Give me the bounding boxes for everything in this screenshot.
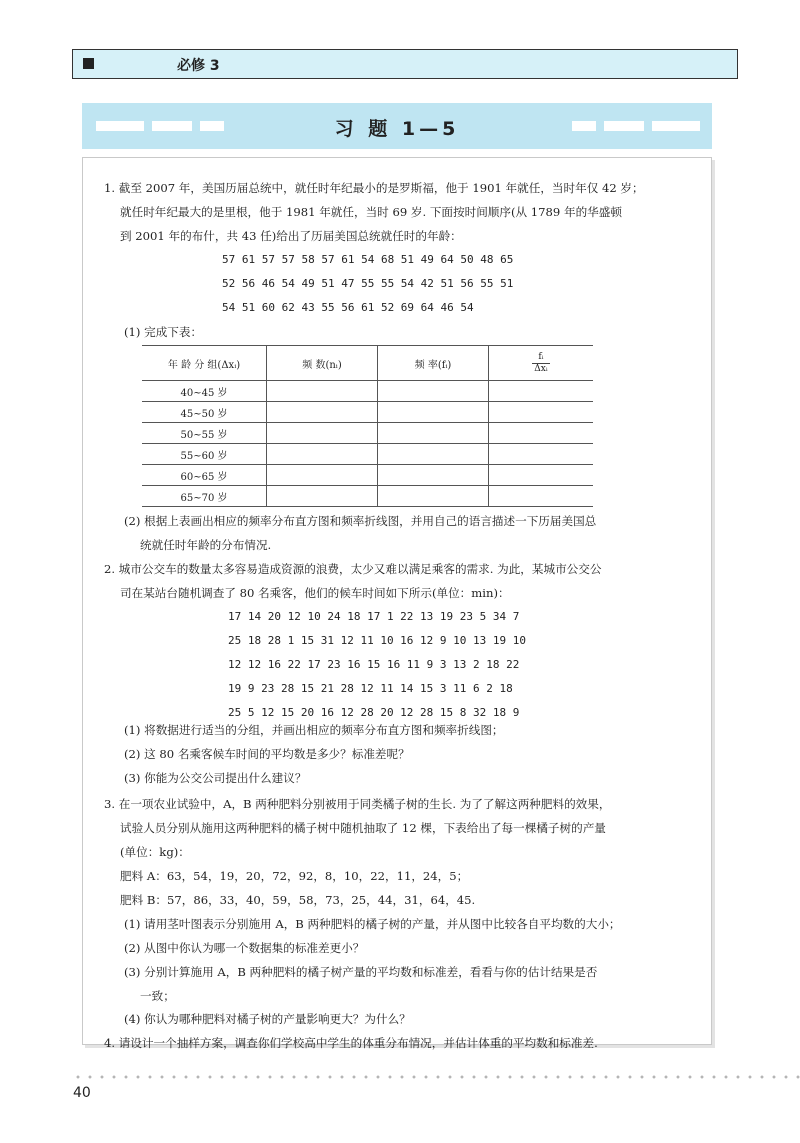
- blank-cell: [267, 465, 378, 486]
- blank-cell: [378, 402, 489, 423]
- q2-data-row: 25 5 12 15 20 16 12 28 20 12 28 15 8 32 18 9: [228, 706, 520, 719]
- q3-text: 3. 在一项农业试验中，A，B 两种肥料分别被用于同类橘子树的生长. 为了了解这两种肥料的效果，: [104, 797, 611, 811]
- age-group-cell: 50~55 岁: [142, 423, 267, 444]
- blank-cell: [267, 381, 378, 402]
- q2-text: 2. 城市公交车的数量太多容易造成资源的浪费，太少又难以满足乘客的需求. 为此，某城市公交公: [104, 562, 602, 576]
- q3-part4: (4) 你认为哪种肥料对橘子树的产量影响更大？为什么？: [124, 1012, 411, 1026]
- table-row: [142, 465, 593, 486]
- table-row: [142, 486, 593, 507]
- q3-text: (单位：kg)：: [120, 845, 190, 859]
- blank-cell: [489, 423, 594, 444]
- blank-cell: [378, 423, 489, 444]
- q3-part1: (1) 请用茎叶图表示分别施用 A，B 两种肥料的橘子树的产量，并从图中比较各自平均数的大小；: [124, 917, 621, 931]
- q3-text: 试验人员分别从施用这两种肥料的橘子树中随机抽取了 12 棵，下表给出了每一棵橘子树的产量: [120, 821, 606, 835]
- fraction-denominator: Δxᵢ: [534, 363, 548, 374]
- q1-text: 就任时年纪最大的是里根，他于 1981 年就任，当时 69 岁. 下面按时间顺序(从 1789 年的华盛顿: [120, 205, 622, 219]
- age-group-cell: 60~65 岁: [142, 465, 267, 486]
- chapter-header: [72, 49, 738, 79]
- exercise-title: 习 题 1—5: [334, 118, 460, 140]
- age-group-cell: 45~50 岁: [142, 402, 267, 423]
- table-row: [142, 423, 593, 444]
- blank-cell: [267, 444, 378, 465]
- q4-text: 4. 请设计一个抽样方案，调查你们学校高中学生的体重分布情况，并估计体重的平均数和标准差.: [104, 1036, 598, 1050]
- q1-part2: 统就任时年龄的分布情况.: [140, 538, 272, 552]
- table-row: [142, 381, 593, 402]
- frequency-table: [142, 345, 593, 507]
- blank-cell: [489, 444, 594, 465]
- table-row: [142, 444, 593, 465]
- col-header-frequency-density: [489, 346, 594, 381]
- blank-cell: [489, 486, 594, 507]
- table-header-row: [142, 346, 593, 381]
- q3-part3: 一致；: [140, 989, 175, 1003]
- q2-part2: (2) 这 80 名乘客候车时间的平均数是多少？标准差呢？: [124, 747, 410, 761]
- q3-part3: (3) 分别计算施用 A，B 两种肥料的橘子树产量的平均数和标准差，看看与你的估计结果是否: [124, 965, 598, 979]
- q2-data-row: 19 9 23 28 15 21 28 12 11 14 15 3 11 6 2 18: [228, 682, 513, 695]
- col-header-age-group: 年 龄 分 组(Δxᵢ): [142, 346, 267, 381]
- header-square-icon: [83, 58, 94, 69]
- q1-text: 到 2001 年的布什，共 43 任)给出了历届美国总统就任时的年龄：: [120, 229, 462, 243]
- blank-cell: [489, 402, 594, 423]
- q2-part3: (3) 你能为公交公司提出什么建议？: [124, 771, 307, 785]
- q2-part1: (1) 将数据进行适当的分组，并画出相应的频率分布直方图和频率折线图；: [124, 723, 504, 737]
- blank-cell: [489, 465, 594, 486]
- col-header-relative-frequency: 频 率(fᵢ): [378, 346, 489, 381]
- q1-data-row: 54 51 60 62 43 55 56 61 52 69 64 46 54: [222, 301, 474, 314]
- q3-fertilizer-b: 肥料 B：57，86，33，40，59，58，73，25，44，31，64，45.: [120, 893, 476, 907]
- q1-part2: (2) 根据上表画出相应的频率分布直方图和频率折线图，并用自己的语言描述一下历届美国总: [124, 514, 597, 528]
- blank-cell: [489, 381, 594, 402]
- exercise-title-bar: [82, 103, 712, 149]
- footer-dotted-divider: [72, 1074, 800, 1080]
- col-header-frequency-count: 频 数(nᵢ): [267, 346, 378, 381]
- table-row: [142, 402, 593, 423]
- age-group-cell: 55~60 岁: [142, 444, 267, 465]
- q1-data-row: 57 61 57 57 58 57 61 54 68 51 49 64 50 48 65: [222, 253, 514, 266]
- fraction: [532, 352, 549, 375]
- q2-data-row: 17 14 20 12 10 24 18 17 1 22 13 19 23 5 34 7: [228, 610, 520, 623]
- age-group-cell: 65~70 岁: [142, 486, 267, 507]
- age-group-cell: 40~45 岁: [142, 381, 267, 402]
- blank-cell: [267, 423, 378, 444]
- fraction-numerator: fᵢ: [532, 352, 549, 364]
- q1-text: 1. 截至 2007 年，美国历届总统中，就任时年纪最小的是罗斯福，他于 1901 年就任，当时年仅 42 岁；: [104, 181, 644, 195]
- blank-cell: [267, 486, 378, 507]
- q2-text: 司在某站台随机调查了 80 名乘客，他们的候车时间如下所示(单位：min)：: [120, 586, 510, 600]
- q2-data-row: 25 18 28 1 15 31 12 11 10 16 12 9 10 13 19 10: [228, 634, 527, 647]
- q3-part2: (2) 从图中你认为哪一个数据集的标准差更小？: [124, 941, 365, 955]
- blank-cell: [378, 444, 489, 465]
- blank-cell: [267, 402, 378, 423]
- q1-part1: (1) 完成下表：: [124, 325, 203, 339]
- page-number: 40: [73, 1085, 91, 1101]
- q3-fertilizer-a: 肥料 A：63，54，19，20，72，92，8，10，22，11，24，5；: [120, 869, 469, 883]
- blank-cell: [378, 465, 489, 486]
- q1-data-row: 52 56 46 54 49 51 47 55 55 54 42 51 56 55 51: [222, 277, 514, 290]
- blank-cell: [378, 486, 489, 507]
- q2-data-row: 12 12 16 22 17 23 16 15 16 11 9 3 13 2 18 22: [228, 658, 520, 671]
- blank-cell: [378, 381, 489, 402]
- chapter-label: 必修 3: [177, 58, 220, 74]
